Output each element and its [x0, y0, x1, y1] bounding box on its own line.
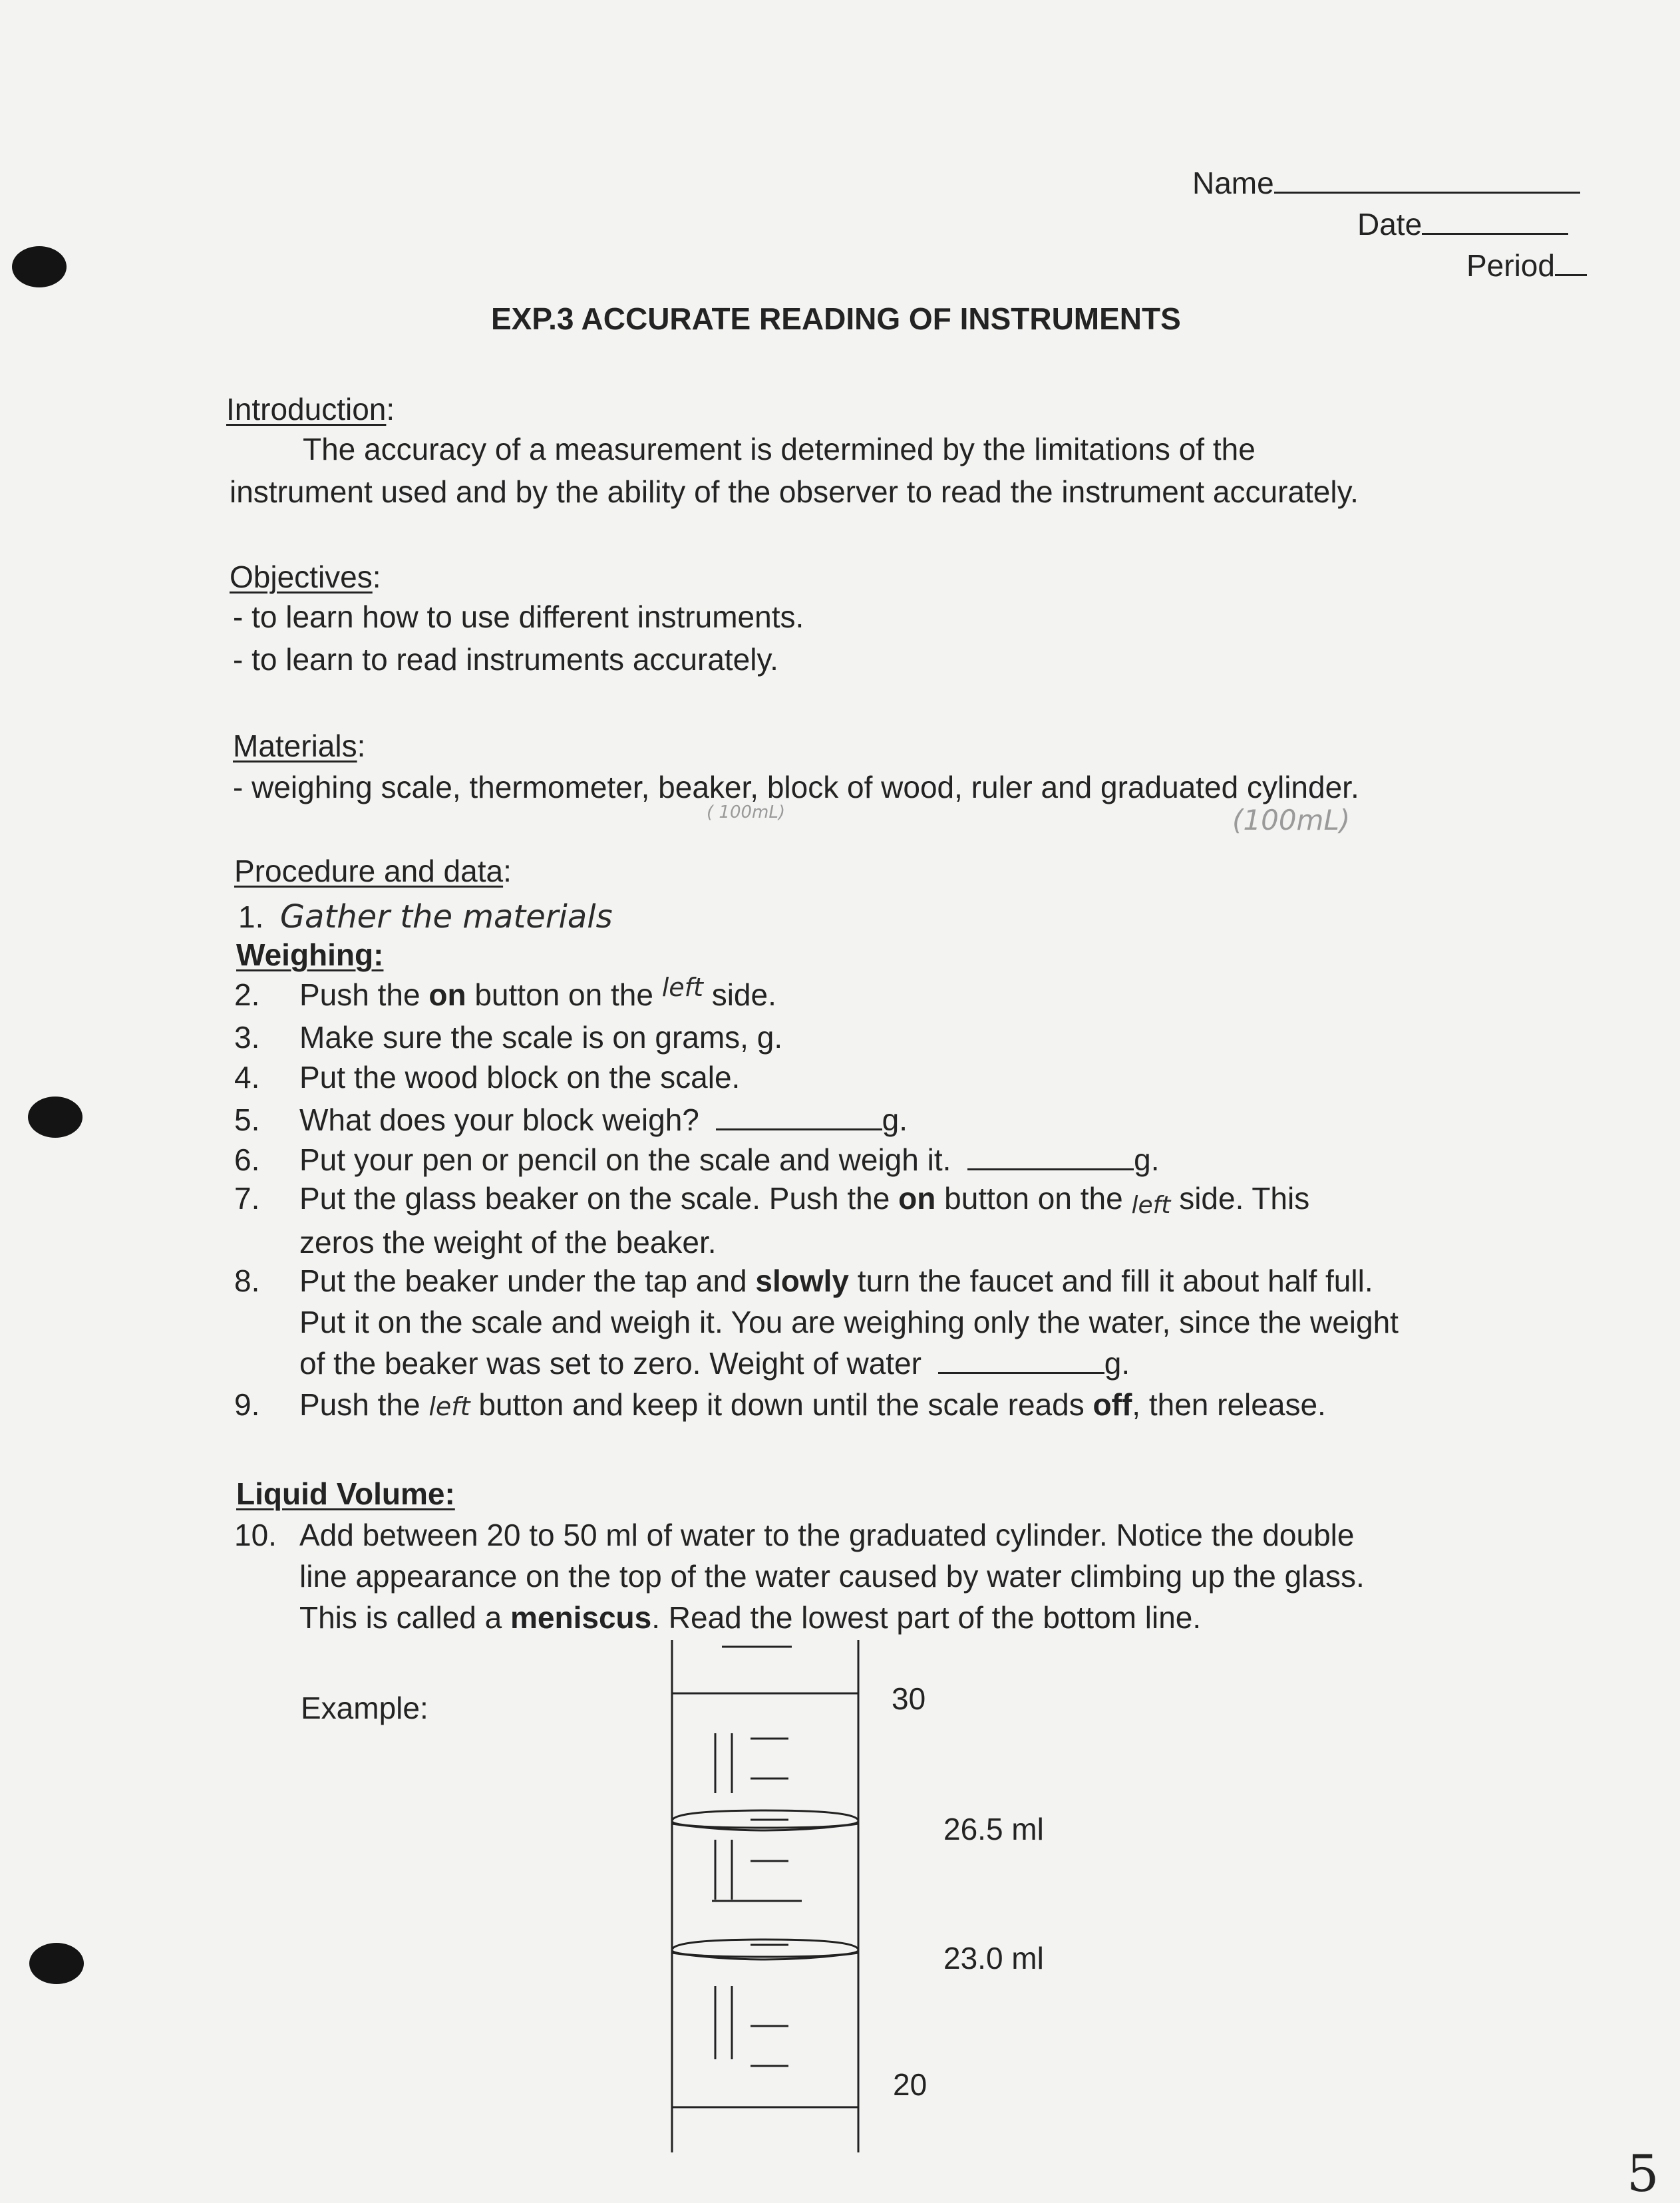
introduction-line-2: instrument used and by the ability of the observer to read the instrument accurately.: [230, 474, 1359, 509]
binder-hole-top: [12, 246, 67, 287]
objective-item-1: - to learn how to use different instruments.: [233, 599, 804, 634]
step-10: 10. Add between 20 to 50 ml of water to the graduated cylinder. Notice the double: [234, 1518, 1355, 1552]
example-label: Example:: [301, 1691, 428, 1725]
weighing-heading: Weighing:: [236, 937, 384, 972]
step-8-line-2: Put it on the scale and weigh it. You are weighing only the water, since the weight: [299, 1305, 1399, 1339]
materials-list: - weighing scale, thermometer, beaker, block of wood, ruler and graduated cylinder.: [233, 770, 1359, 804]
step-3: 3. Make sure the scale is on grams, g.: [234, 1020, 783, 1055]
step-6: 6. Put your pen or pencil on the scale and weigh it. g.: [234, 1142, 1160, 1177]
graduated-cylinder-diagram: [659, 1627, 885, 2159]
handwritten-step-1: Gather the materials: [279, 898, 613, 935]
meniscus-lower: [672, 1940, 858, 1957]
scale-label-30: 30: [892, 1681, 926, 1716]
handwritten-left: left: [661, 973, 703, 1002]
water-weight-blank[interactable]: [938, 1372, 1104, 1374]
step-10-line-2: line appearance on the top of the water caused by water climbing up the glass.: [299, 1559, 1365, 1594]
step-7: 7. Put the glass beaker on the scale. Push the on button on the left side. This: [234, 1181, 1310, 1219]
period-label: Period: [1466, 248, 1555, 283]
handwritten-left: left: [1131, 1192, 1171, 1219]
step-8-line-3: of the beaker was set to zero. Weight of water g.: [299, 1346, 1130, 1381]
step-10-line-3: This is called a meniscus. Read the lowest part of the bottom line.: [299, 1600, 1202, 1635]
liquid-volume-heading: Liquid Volume:: [236, 1476, 455, 1511]
step-2: 2. Push the on button on the $^{left}$ side.: [234, 973, 776, 1012]
name-label: Name: [1192, 166, 1274, 200]
objective-item-2: - to learn to read instruments accurately.: [233, 642, 778, 677]
step-number: 1.: [238, 900, 264, 934]
step-5: 5. What does your block weigh? g.: [234, 1102, 908, 1137]
step-7-line-2: zeros the weight of the beaker.: [299, 1225, 717, 1260]
date-label: Date: [1357, 207, 1423, 242]
scale-label-20: 20: [893, 2067, 927, 2102]
binder-hole-bottom: [29, 1943, 84, 1984]
date-blank[interactable]: [1422, 233, 1568, 235]
period-blank[interactable]: [1555, 274, 1587, 276]
reading-upper: 26.5 ml: [943, 1812, 1044, 1846]
step-9: 9. Push the left button and keep it down until the scale reads off, then release.: [234, 1387, 1326, 1422]
name-field[interactable]: [1192, 168, 1580, 198]
block-weight-blank[interactable]: [716, 1128, 882, 1130]
reading-lower: 23.0 ml: [943, 1941, 1044, 1975]
introduction-line-1: The accuracy of a measurement is determined by the limitations of the: [303, 432, 1256, 466]
cylinder-volume-note: (100mL): [1232, 804, 1351, 836]
page-title: EXP.3 ACCURATE READING OF INSTRUMENTS: [491, 301, 1181, 336]
page-number: 5: [1627, 2144, 1659, 2203]
step-4: 4. Put the wood block on the scale.: [234, 1060, 741, 1095]
introduction-heading: Introduction:: [226, 392, 395, 426]
date-field[interactable]: [1357, 209, 1568, 240]
period-field[interactable]: [1466, 250, 1587, 281]
materials-heading: Materials:: [233, 729, 366, 763]
binder-hole-middle: [28, 1097, 83, 1138]
pen-weight-blank[interactable]: [967, 1168, 1134, 1170]
handwritten-left: left: [428, 1392, 470, 1421]
name-blank[interactable]: [1274, 192, 1580, 194]
step-8: 8. Put the beaker under the tap and slowly turn the faucet and fill it about half full.: [234, 1264, 1373, 1298]
step-1: [238, 898, 613, 935]
objectives-heading: Objectives:: [230, 560, 381, 594]
beaker-volume-note: ( 100mL): [707, 802, 785, 822]
procedure-heading: Procedure and data:: [234, 854, 512, 888]
